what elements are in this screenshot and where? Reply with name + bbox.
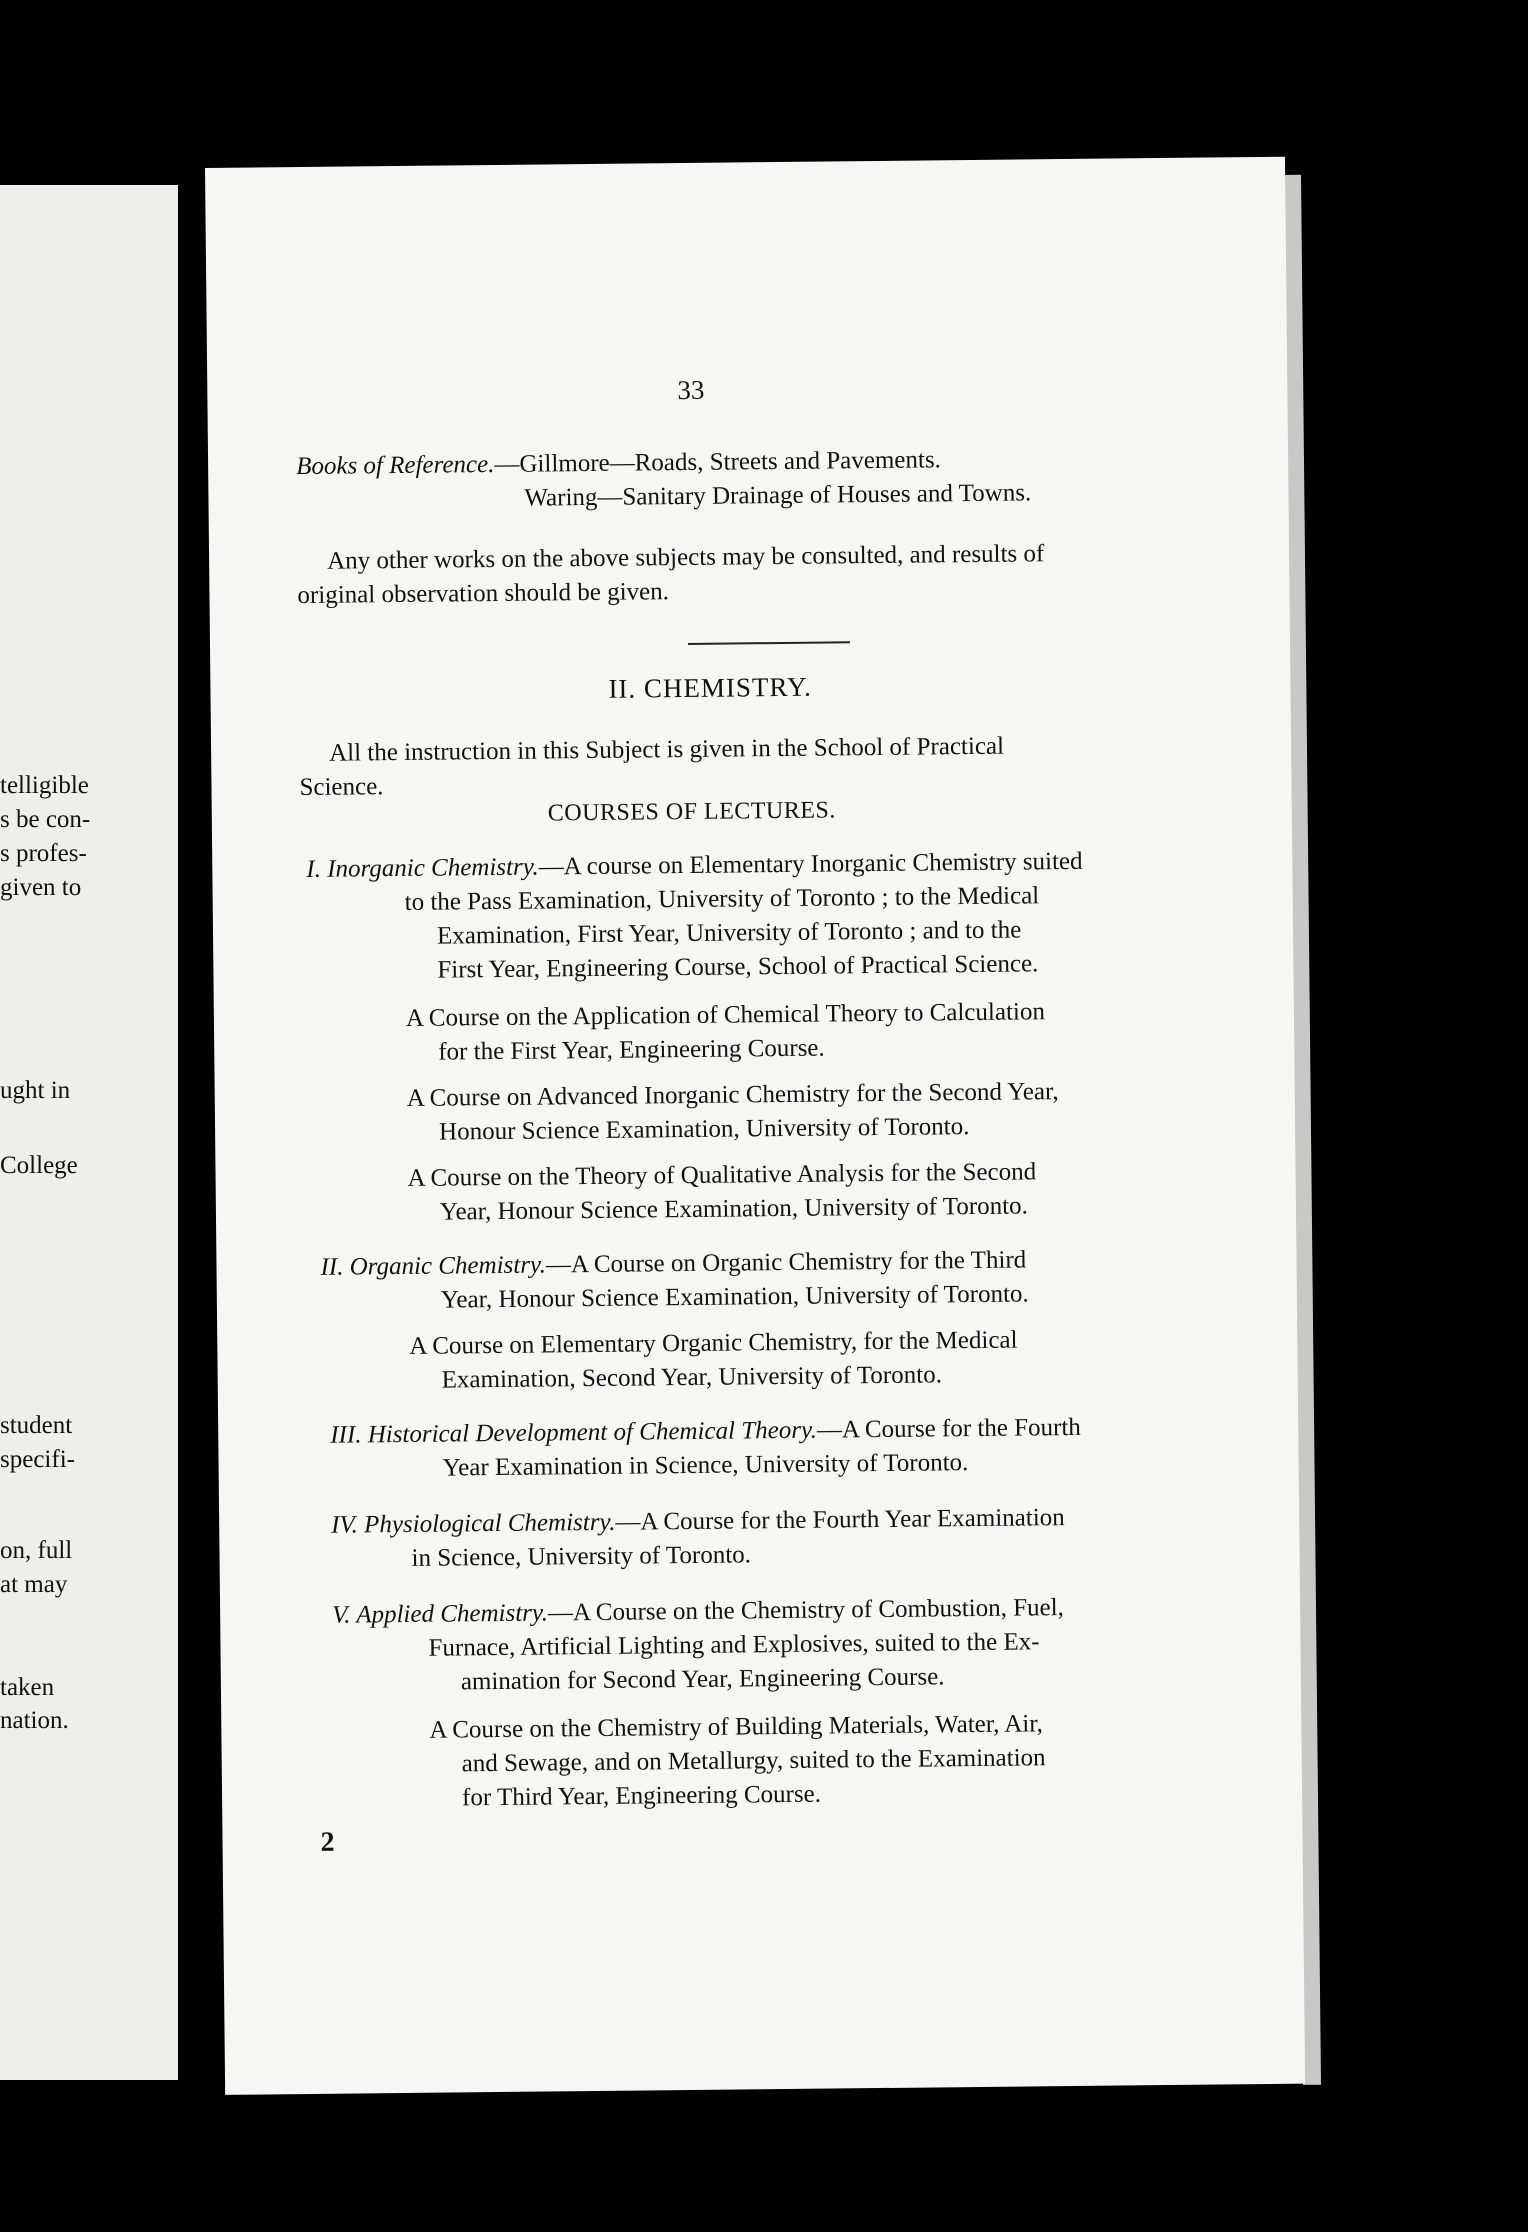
inorganic-line-3: Examination, First Year, University of Toronto ; and to the bbox=[436, 916, 1022, 950]
historical-line-1 bbox=[330, 1415, 1081, 1448]
qualitative-line-2: Year, Honour Science Examination, University of Toronto. bbox=[439, 1192, 1028, 1226]
applied-label: V. Applied Chemistry. bbox=[332, 1599, 549, 1629]
physiological-line-2: in Science, University of Toronto. bbox=[411, 1541, 752, 1572]
organic-line-2: Year, Honour Science Examination, University of Toronto. bbox=[440, 1280, 1029, 1314]
elementary-organic-line-2: Examination, Second Year, University of Toronto. bbox=[441, 1361, 943, 1394]
application-line-1: A Course on the Application of Chemical Theory to Calculation bbox=[405, 998, 1046, 1032]
signature-mark: 2 bbox=[320, 1826, 335, 1858]
inorganic-text: —A course on Elementary Inorganic Chemistry suited bbox=[538, 847, 1083, 881]
building-line-1: A Course on the Chemistry of Building Materials, Water, Air, bbox=[429, 1710, 1043, 1744]
building-line-3: for Third Year, Engineering Course. bbox=[461, 1780, 822, 1812]
left-fragment: given to bbox=[0, 874, 82, 901]
left-fragment: taken bbox=[0, 1674, 55, 1701]
physiological-text: —A Course for the Fourth Year Examination bbox=[615, 1504, 1065, 1536]
physiological-label: IV. Physiological Chemistry. bbox=[331, 1508, 616, 1539]
inorganic-label: I. Inorganic Chemistry. bbox=[306, 853, 539, 883]
left-fragment: s profes- bbox=[0, 840, 87, 867]
intro-line-1: All the instruction in this Subject is given in the School of Practical bbox=[328, 732, 1005, 767]
inorganic-line-1 bbox=[306, 849, 1082, 882]
qualitative-line-1: A Course on the Theory of Qualitative Analysis for the Second bbox=[407, 1158, 1037, 1192]
organic-label: II. Organic Chemistry. bbox=[320, 1251, 547, 1281]
book-gutter bbox=[178, 195, 208, 2095]
historical-line-2: Year Examination in Science, University of Toronto. bbox=[442, 1449, 969, 1482]
left-fragment: on, full bbox=[0, 1537, 73, 1564]
application-line-2: for the First Year, Engineering Course. bbox=[438, 1034, 825, 1066]
left-fragment: College bbox=[0, 1152, 78, 1179]
inorganic-line-4: First Year, Engineering Course, School of Practical Science. bbox=[437, 950, 1039, 984]
section-title: II. CHEMISTRY. bbox=[608, 671, 812, 704]
left-fragment: at may bbox=[0, 1571, 68, 1598]
inorganic-line-2: to the Pass Examination, University of Toronto ; to the Medical bbox=[404, 882, 1040, 916]
applied-text: —A Course on the Chemistry of Combustion, Fuel, bbox=[547, 1594, 1064, 1627]
applied-line-3: amination for Second Year, Engineering Course. bbox=[460, 1663, 945, 1696]
organic-text: —A Course on Organic Chemistry for the Third bbox=[545, 1246, 1027, 1279]
books-of-reference-label: Books of Reference. bbox=[295, 450, 495, 481]
elementary-organic-line-1: A Course on Elementary Organic Chemistry, for the Medical bbox=[409, 1326, 1018, 1360]
intro-line-2: Science. bbox=[299, 773, 384, 802]
advanced-line-1: A Course on Advanced Inorganic Chemistry for the Second Year, bbox=[406, 1078, 1059, 1112]
books-of-reference-line-2: Waring—Sanitary Drainage of Houses and Towns. bbox=[524, 479, 1032, 512]
applied-line-1 bbox=[332, 1595, 1064, 1628]
organic-line-1 bbox=[320, 1247, 1026, 1279]
physiological-line-1 bbox=[331, 1505, 1065, 1538]
applied-line-2: Furnace, Artificial Lighting and Explosives, suited to the Ex- bbox=[428, 1628, 1040, 1662]
historical-label: III. Historical Development of Chemical Theory. bbox=[330, 1416, 818, 1449]
left-fragment: specifi- bbox=[0, 1446, 75, 1473]
left-fragment: student bbox=[0, 1412, 73, 1439]
right-page bbox=[205, 157, 1305, 2095]
left-fragment: telligible bbox=[0, 772, 89, 799]
other-works-line-2: original observation should be given. bbox=[297, 578, 670, 610]
other-works-line-1: Any other works on the above subjects may be consulted, and results of bbox=[326, 540, 1045, 575]
left-fragment: ught in bbox=[0, 1077, 71, 1104]
books-of-reference-text: —Gillmore—Roads, Streets and Pavements. bbox=[494, 446, 942, 478]
courses-heading: COURSES OF LECTURES. bbox=[547, 797, 836, 827]
advanced-line-2: Honour Science Examination, University of Toronto. bbox=[438, 1113, 970, 1146]
left-fragment: nation. bbox=[0, 1707, 69, 1734]
books-of-reference-line bbox=[296, 447, 941, 479]
divider-rule bbox=[688, 641, 850, 645]
left-fragment: s be con- bbox=[0, 806, 91, 833]
page-number: 33 bbox=[677, 374, 705, 406]
building-line-2: and Sewage, and on Metallurgy, suited to the Examination bbox=[461, 1744, 1046, 1778]
left-page bbox=[0, 185, 178, 2080]
historical-text: —A Course for the Fourth bbox=[816, 1413, 1081, 1444]
